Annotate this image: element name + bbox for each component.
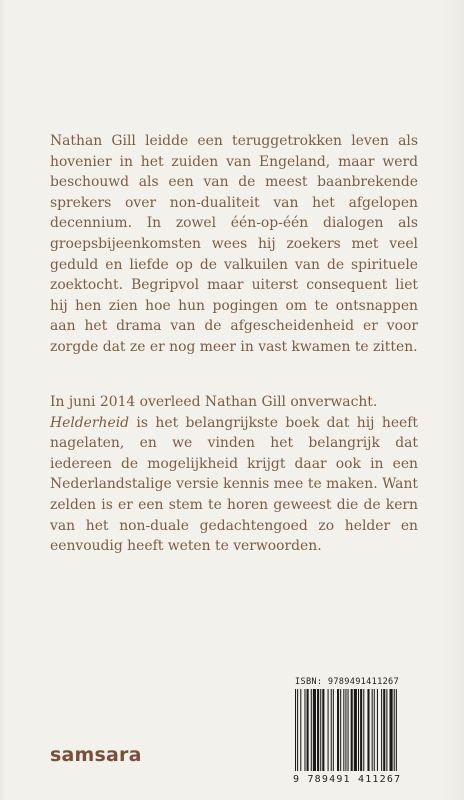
- isbn-barcode: [293, 677, 425, 785]
- barcode-digits: 9 789491 411267: [293, 774, 402, 785]
- publisher-logo: samsara: [50, 744, 142, 766]
- book-title-italic: Helderheid: [50, 414, 130, 431]
- barcode-bars-icon: [293, 689, 425, 773]
- blurb-paragraph-2: [50, 392, 418, 557]
- blurb-paragraph-2-rest: is het belangrijkste boek dat hij heeft nagelaten, en we vinden het belangrijk dat iedereen de mogelijkheid krijgt daar ook in een Nederlandstalige versie kennis mee te maken. Want zelden is er een stem te horen geweest die de kern van het non-duale gedachtengoed zo helder en eenvoudig heeft weten te verwoorden.: [50, 414, 418, 555]
- blurb-paragraph-1: Nathan Gill leidde een teruggetrokken leven als hovenier in het zuiden van Engeland, maar werd beschouwd als een van de meest baanbrekende sprekers over non-dualiteit van het afgelopen decennium. In zowel één-op-één dialogen als groepsbijeenkomsten wees hij zoekers met veel geduld en liefde op de valkuilen van de spirituele zoektocht. Begripvol maar uiterst consequent liet hij hen zien hoe hun pogingen om te ontsnappen aan het drama van de afgescheidenheid er voor zorgde dat ze er nog meer in vast kwamen te zitten.: [50, 133, 418, 355]
- isbn-label: ISBN: 9789491411267: [295, 677, 400, 687]
- blurb-paragraph-2-start: In juni 2014 overleed Nathan Gill onverwacht.: [50, 394, 378, 410]
